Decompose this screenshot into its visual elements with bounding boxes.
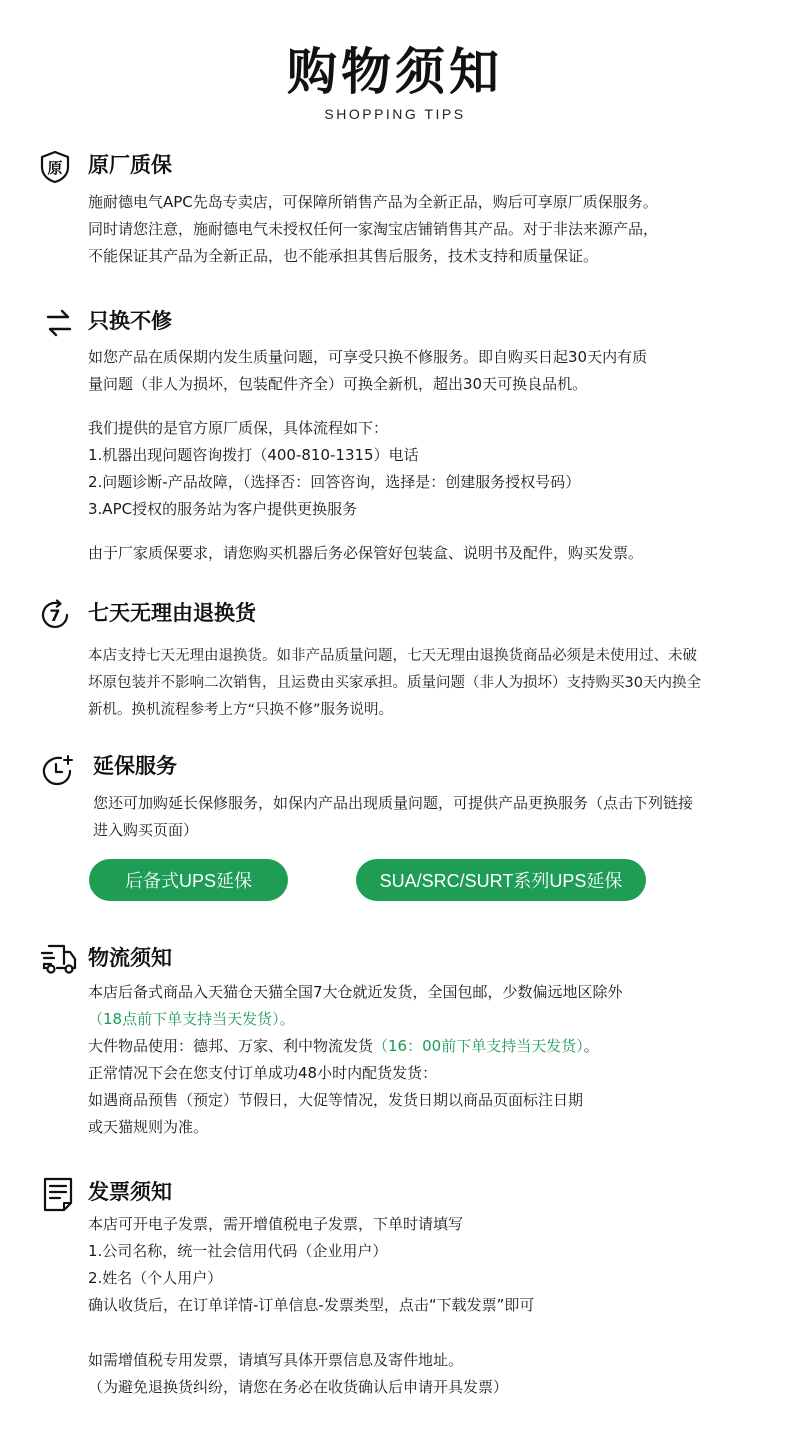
warranty-buttons <box>0 859 790 903</box>
text-line: 本店后备式商品入天猫仓天猫全国7大仓就近发货，全国包邮，少数偏远地区除外 <box>88 983 623 1001</box>
text-line: （为避免退换货纠纷，请您在务必在收货确认后申请开具发票） <box>88 1378 509 1396</box>
text-line: 2.问题诊断-产品故障，（选择否：回答咨询，选择是：创建服务授权号码） <box>88 473 581 491</box>
text-line <box>88 1033 748 1060</box>
section-title: 原厂质保 <box>88 153 172 177</box>
text-line: 3.APC授权的服务站为客户提供更换服务 <box>88 500 358 518</box>
same-day-note: （16：00前下单支持当天发货） <box>373 1037 584 1055</box>
text-line: 同时请您注意，施耐德电气未授权任何一家淘宝店铺销售其产品。对于非法来源产品， <box>88 220 659 238</box>
text-line: 如需增值税专用发票，请填写具体开票信息及寄件地址。 <box>88 1351 464 1369</box>
section-title: 发票须知 <box>88 1180 172 1204</box>
text-line: 确认收货后，在订单详情-订单信息-发票类型，点击“下载发票”即可 <box>88 1296 535 1314</box>
extended-warranty-clock-icon <box>40 753 74 787</box>
page-header <box>0 40 790 122</box>
text-line: 您还可加购延长保修服务，如保内产品出现质量问题，可提供产品更换服务（点击下列链接 <box>93 794 694 812</box>
section-body <box>88 643 758 724</box>
section-body <box>88 979 748 1141</box>
text-line: 正常情况下会在您支付订单成功48小时内配货发货： <box>88 1064 438 1082</box>
text-line: 或天猫规则为准。 <box>88 1118 209 1136</box>
page-subtitle: SHOPPING TIPS <box>324 106 466 122</box>
page-title: 购物须知 <box>287 43 503 101</box>
section-body <box>88 189 748 270</box>
text-span: 大件物品使用：德邦、万家、利中物流发货 <box>88 1037 374 1055</box>
same-day-note: （18点前下单支持当天发货）。 <box>88 1010 295 1028</box>
text-line: 进入购买页面） <box>93 821 199 839</box>
text-line: 坏原包装并不影响二次销售，且运费由买家承担。质量问题（非人为损坏）支持购买30天内换全 <box>88 675 701 691</box>
section-title: 延保服务 <box>93 754 177 778</box>
exchange-arrows-icon <box>42 306 76 340</box>
section-title: 只换不修 <box>88 309 172 333</box>
delivery-truck-icon <box>40 942 78 976</box>
text-line: 如您产品在质保期内发生质量问题，可享受只换不修服务。即自购买日起30天内有质 <box>88 348 648 366</box>
section-body <box>88 344 748 567</box>
svg-text:7: 7 <box>49 606 61 625</box>
text-line: 新机。换机流程参考上方“只换不修”服务说明。 <box>88 702 394 718</box>
text-line: 由于厂家质保要求，请您购买机器后务必保管好包装盒、说明书及配件，购买发票。 <box>88 544 644 562</box>
text-line: 量问题（非人为损坏，包装配件齐全）可换全新机，超出30天可换良品机。 <box>88 375 588 393</box>
text-line: 施耐德电气APC先岛专卖店，可保障所销售产品为全新正品，购后可享原厂质保服务。 <box>88 193 658 211</box>
text-line: 1.机器出现问题咨询拨打（400-810-1315）电话 <box>88 446 419 464</box>
backup-ups-warranty-button[interactable]: 后备式UPS延保 <box>89 859 288 901</box>
section-title: 七天无理由退换货 <box>88 601 256 625</box>
text-line: 我们提供的是官方原厂质保，具体流程如下： <box>88 419 389 437</box>
text-span: 。 <box>583 1037 599 1055</box>
seven-day-return-icon <box>38 598 72 632</box>
invoice-document-icon <box>41 1176 75 1210</box>
text-line: 本店可开电子发票，需开增值税电子发票，下单时请填写 <box>88 1215 464 1233</box>
text-line: 1.公司名称，统一社会信用代码（企业用户） <box>88 1242 388 1260</box>
section-body <box>88 1211 748 1401</box>
text-line: 本店支持七天无理由退换货。如非产品质量问题，七天无理由退换货商品必须是未使用过、未破 <box>88 648 697 664</box>
text-line: 不能保证其产品为全新正品，也不能承担其售后服务，技术支持和质量保证。 <box>88 247 599 265</box>
svg-text:原: 原 <box>47 159 63 177</box>
sua-series-ups-warranty-button[interactable]: SUA/SRC/SURT系列UPS延保 <box>356 859 646 901</box>
section-body <box>93 790 753 844</box>
genuine-badge-icon <box>38 150 72 184</box>
section-title: 物流须知 <box>88 946 172 970</box>
text-line: 如遇商品预售（预定）节假日，大促等情况，发货日期以商品页面标注日期 <box>88 1091 584 1109</box>
text-line: 2.姓名（个人用户） <box>88 1269 223 1287</box>
